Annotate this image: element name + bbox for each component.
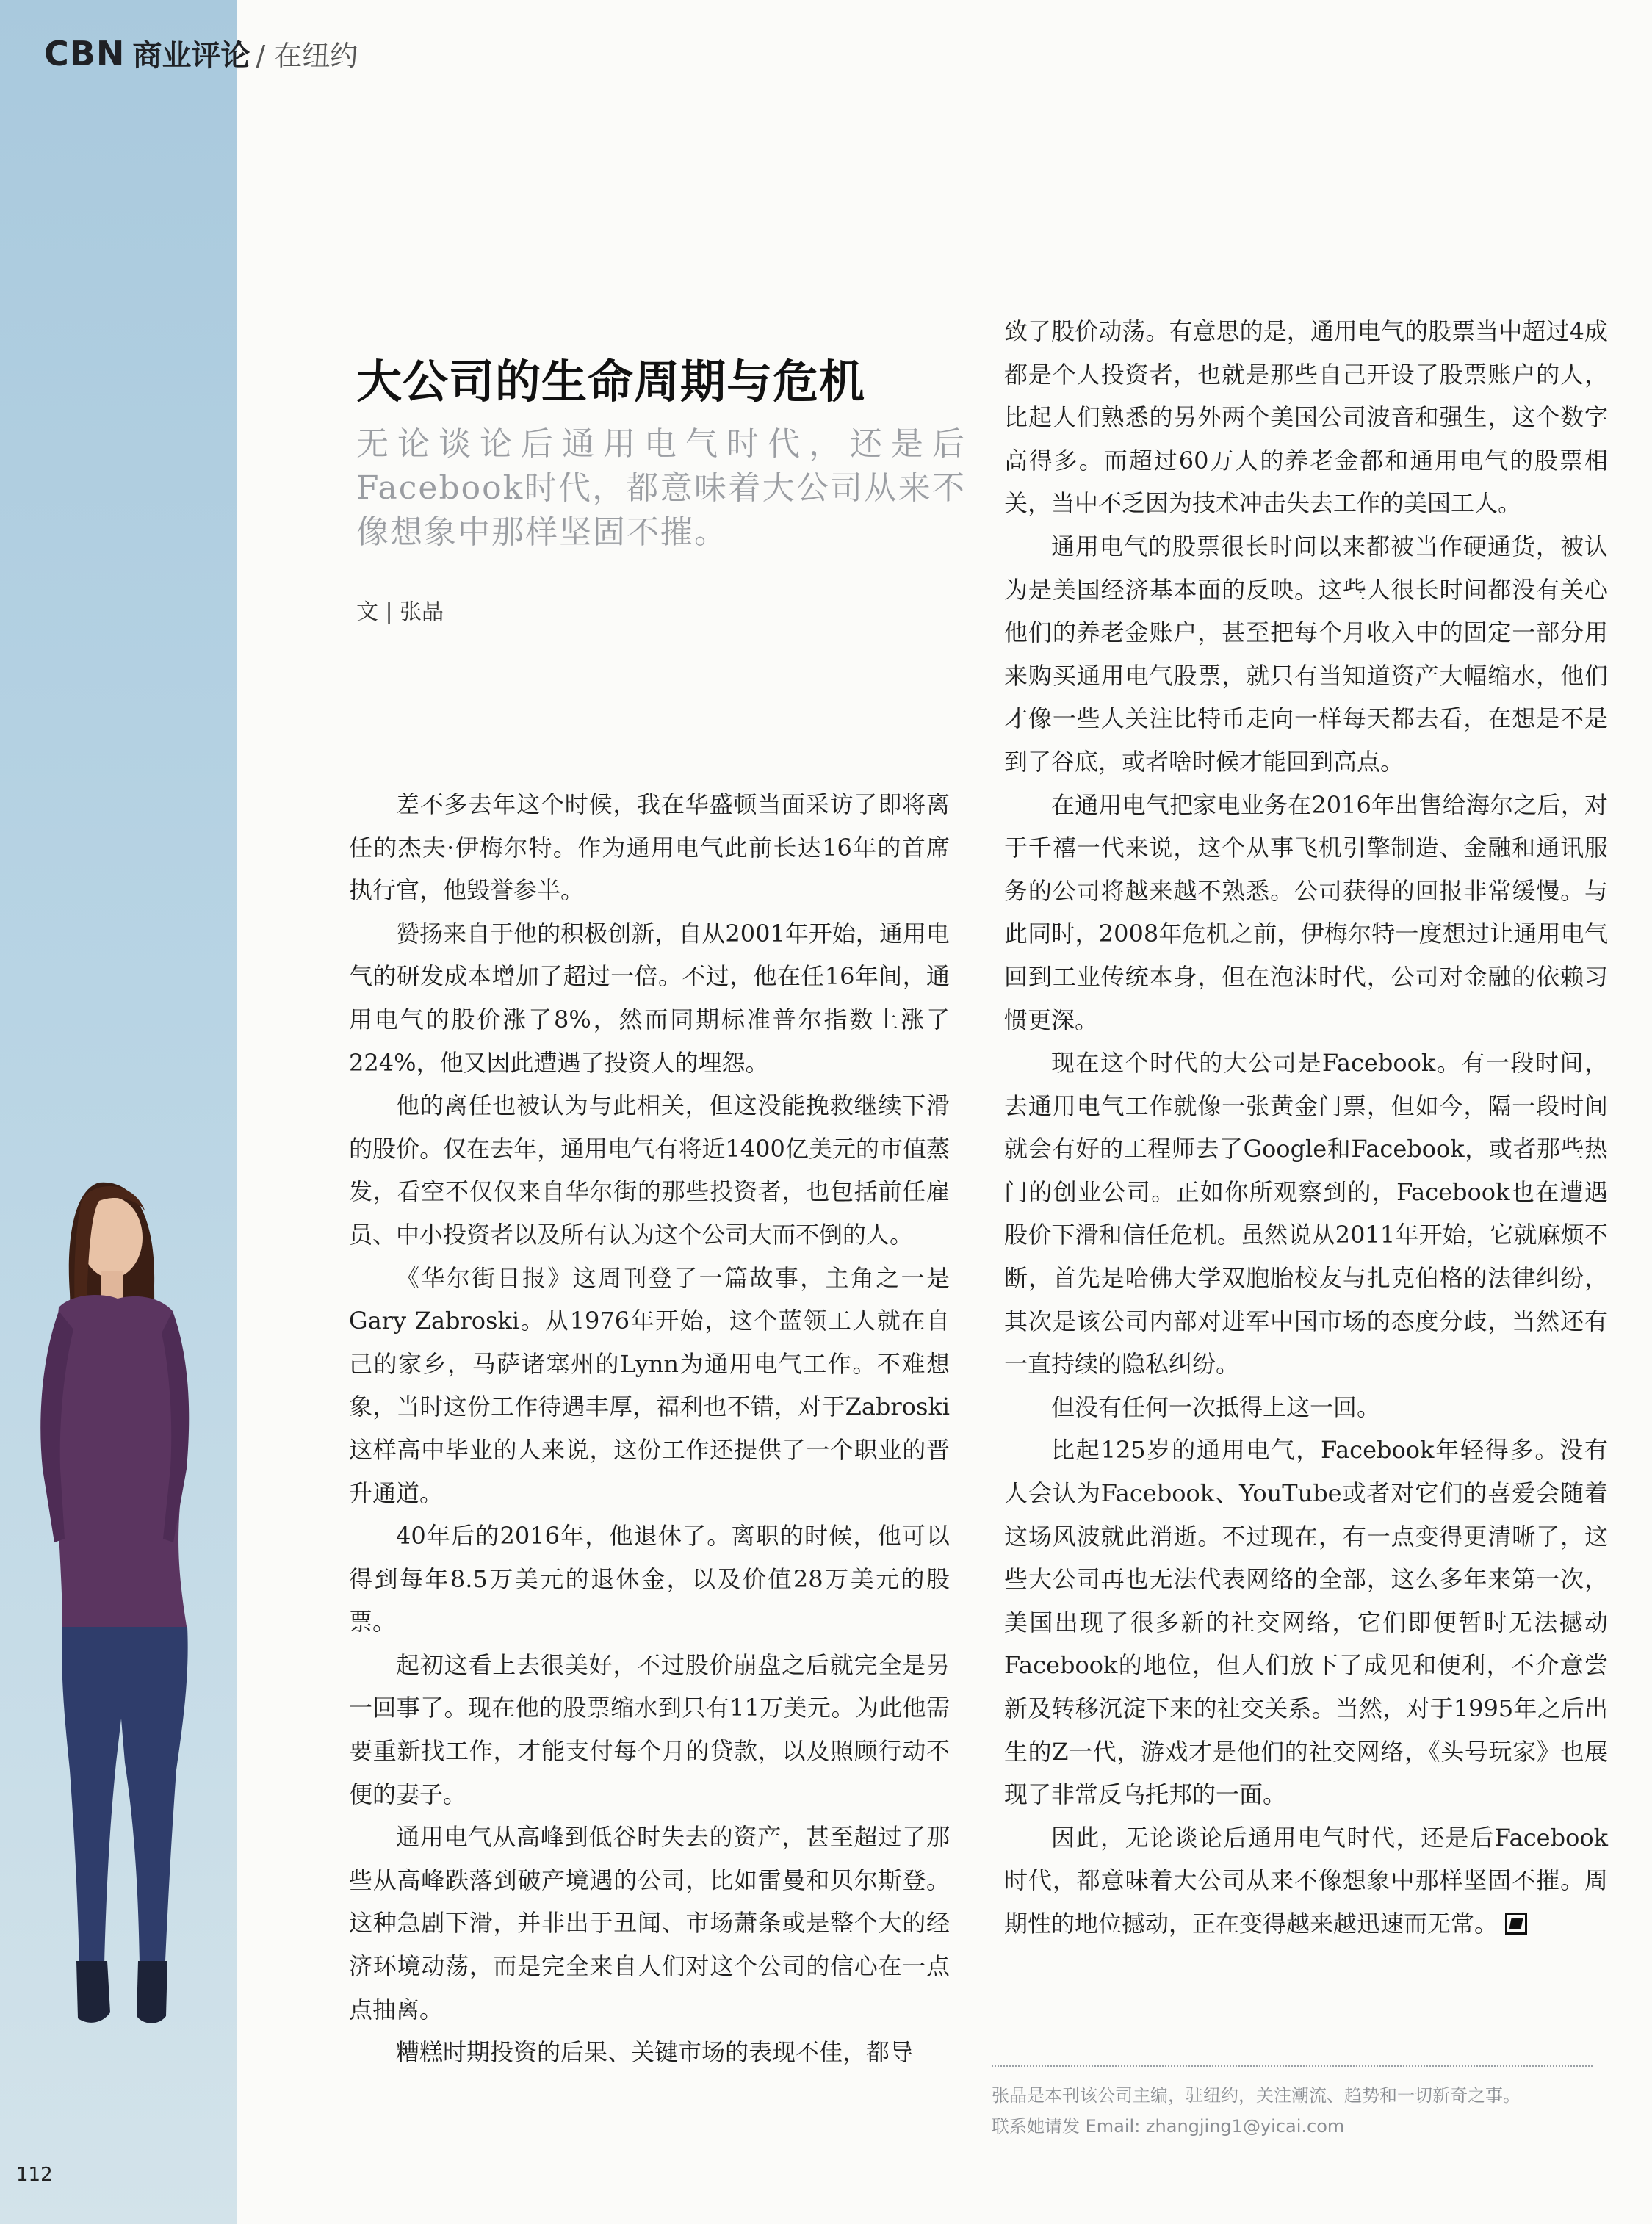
body-paragraph: 赞扬来自于他的积极创新，自从2001年开始，通用电气的研发成本增加了超过一倍。不过，他在任16年间，通用电气的股价涨了8%，然而同期标准普尔指数上涨了224%，他又因此遭遇了投资人的埋怨。 [349, 919, 950, 1077]
body-paragraph: 在通用电气把家电业务在2016年出售给海尔之后，对于千禧一代来说，这个从事飞机引擎制造、金融和通讯服务的公司将越来越不熟悉。公司获得的回报非常缓慢。与此同时，2008年危机之前，伊梅尔特一度想过让通用电气回到工业传统本身，但在泡沫时代，公司对金融的依赖习惯更深。 [1004, 790, 1608, 1034]
body-paragraph: 比起125岁的通用电气，Facebook年轻得多。没有人会认为Facebook、YouTube或者对它们的喜爱会随着这场风波就此消逝。不过现在，有一点变得更清晰了，这些大公司再也无法代表网络的全部，这么多年来第一次，美国出现了很多新的社交网络，它们即便暂时无法撼动Facebook的地位，但人们放下了成见和便利，不介意尝新及转移沉淀下来的社交关系。当然，对于1995年之后出生的Z一代，游戏才是他们的社交网络，《头号玩家》也展现了非常反乌托邦的一面。 [1004, 1436, 1608, 1809]
body-paragraph: 现在这个时代的大公司是Facebook。有一段时间，去通用电气工作就像一张黄金门票，但如今，隔一段时间就会有好的工程师去了Google和Facebook，或者那些热门的创业公司。正如你所观察到的，Facebook也在遭遇股价下滑和信任危机。虽然说从2011年开始，它就麻烦不断，首先是哈佛大学双胞胎校友与扎克伯格的法律纠纷，其次是该公司内部对进军中国市场的态度分歧，当然还有一直持续的隐私纠纷。 [1004, 1049, 1608, 1379]
body-paragraph: 起初这看上去很美好，不过股价崩盘之后就完全是另一回事了。现在他的股票缩水到只有11万美元。为此他需要重新找工作，才能支付每个月的贷款，以及照顾行动不便的妻子。 [349, 1650, 950, 1808]
author-photo [29, 1160, 250, 2086]
author-bio: 张晶是本刊该公司主编，驻纽约，关注潮流、趋势和一切新奇之事。 [992, 2085, 1521, 2106]
final-paragraph-text: 因此，无论谈论后通用电气时代，还是后Facebook时代，都意味着大公司从来不像想象中那样坚固不摧。周期性的地位撼动，正在变得越来越迅速而无常。 [1004, 1823, 1608, 1938]
body-paragraph: 他的离任也被认为与此相关，但这没能挽救继续下滑的股价。仅在去年，通用电气有将近1400亿美元的市值蒸发，看空不仅仅来自华尔街的那些投资者，也包括前任雇员、中小投资者以及所有认为这个公司大而不倒的人。 [349, 1091, 950, 1249]
body-paragraph: 《华尔街日报》这周刊登了一篇故事，主角之一是Gary Zabroski。从1976年开始，这个蓝领工人就在自己的家乡，马萨诸塞州的Lynn为通用电气工作。不难想象，当时这份工作待遇丰厚，福利也不错，对于Zabroski这样高中毕业的人来说，这份工作还提供了一个职业的晋升通道。 [349, 1263, 950, 1507]
article-title: 大公司的生命周期与危机 [356, 355, 866, 408]
body-paragraph: 通用电气从高峰到低谷时失去的资产，甚至超过了那些从高峰跌落到破产境遇的公司，比如雷曼和贝尔斯登。这种急剧下滑，并非出于丑闻、市场萧条或是整个大的经济环境动荡，而是完全来自人们对这个公司的信心在一点点抽离。 [349, 1823, 950, 2023]
footer-divider [992, 2065, 1593, 2067]
body-paragraph: 糟糕时期投资的后果、关键市场的表现不佳，都导 [396, 2038, 914, 2067]
body-column-left [349, 783, 950, 2074]
author-contact: 联系她请发 Email: zhangjing1@yicai.com [992, 2116, 1345, 2137]
body-paragraph: 差不多去年这个时候，我在华盛顿当面采访了即将离任的杰夫·伊梅尔特。作为通用电气此前长达16年的首席执行官，他毁誉参半。 [349, 790, 950, 905]
body-paragraph-last [1004, 1816, 1608, 1946]
section-name: 商业评论 [132, 39, 250, 73]
body-paragraph-continuation: 致了股价动荡。有意思的是，通用电气的股票当中超过4成都是个人投资者，也就是那些自己开设了股票账户的人，比起人们熟悉的另外两个美国公司波音和强生，这个数字高得多。而超过60万人的养老金都和通用电气的股票相关，当中不乏因为技术冲击失去工作的美国工人。 [1004, 317, 1608, 518]
body-paragraph: 通用电气的股票很长时间以来都被当作硬通货，被认为是美国经济基本面的反映。这些人很长时间都没有关心他们的养老金账户，甚至把每个月收入中的固定一部分用来购买通用电气股票，就只有当知道资产大幅缩水，他们才像一些人关注比特币走向一样每天都去看，在想是不是到了谷底，或者啥时候才能回到高点。 [1004, 532, 1608, 776]
article-byline: 文 | 张晶 [356, 599, 444, 625]
body-paragraph: 但没有任何一次抵得上这一回。 [1051, 1393, 1381, 1421]
article-deck: 无论谈论后通用电气时代，还是后Facebook时代，都意味着大公司从来不像想象中那样坚固不摧。 [356, 425, 966, 551]
body-paragraph: 40年后的2016年，他退休了。离职的时候，他可以得到每年8.5万美元的退休金，以及价值28万美元的股票。 [349, 1522, 950, 1636]
page-number: 112 [16, 2164, 53, 2186]
author-note [992, 2080, 1609, 2142]
sub-section-name: / 在纽约 [256, 40, 358, 72]
end-mark-icon [1505, 1913, 1527, 1935]
brand-logo: CBN [44, 34, 126, 73]
page-header [44, 32, 358, 84]
body-column-right [1004, 310, 1608, 1946]
